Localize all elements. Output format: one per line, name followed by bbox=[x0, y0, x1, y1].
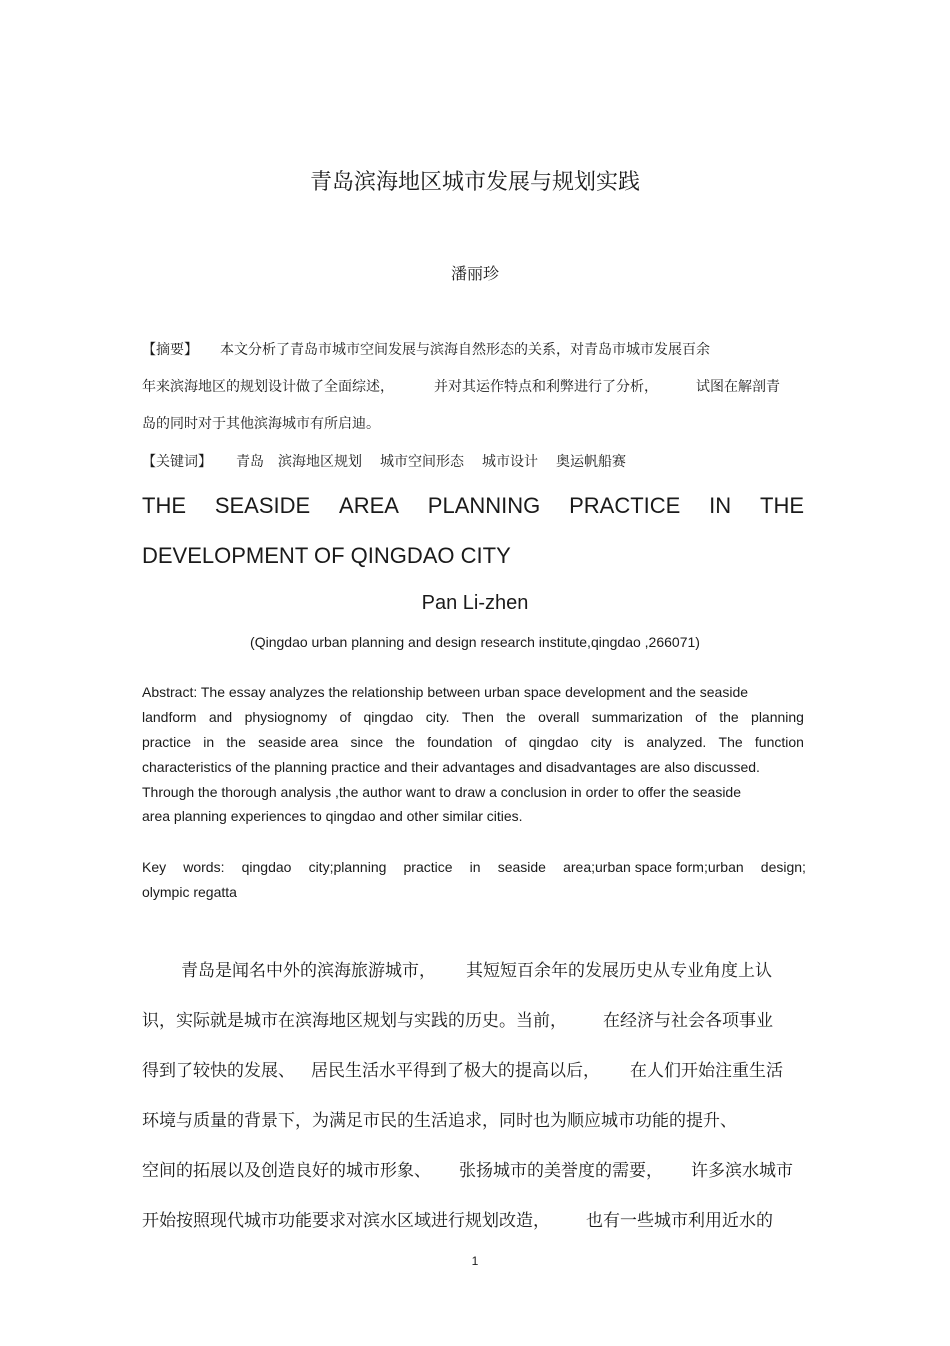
keywords-cn bbox=[142, 451, 626, 471]
word: The bbox=[718, 734, 743, 750]
title-word: PRACTICE bbox=[569, 493, 681, 518]
word: qingdao bbox=[241, 859, 292, 875]
abstract-cn-text: 本文分析了青岛市城市空间发展与滨海自然形态的关系，对青岛市城市发展百余 bbox=[220, 342, 710, 358]
word: practice bbox=[142, 734, 192, 750]
word: in bbox=[469, 859, 481, 875]
word: Then bbox=[461, 709, 494, 725]
word: is bbox=[624, 734, 635, 750]
text: 许多滨水城市 bbox=[691, 1161, 793, 1181]
keywords-cn-label: 【关键词】 bbox=[142, 454, 212, 470]
word: seaside area bbox=[258, 734, 339, 750]
word: qingdao bbox=[528, 734, 579, 750]
word: city bbox=[590, 734, 612, 750]
word: the bbox=[719, 709, 739, 725]
word: qingdao bbox=[363, 709, 414, 725]
body-line-6 bbox=[142, 1206, 773, 1231]
keyword-cn: 滨海地区规划 bbox=[278, 454, 362, 470]
abstract-en-line-3 bbox=[142, 734, 804, 750]
title-word: THE bbox=[142, 493, 186, 518]
word: physiognomy bbox=[244, 709, 328, 725]
abstract-en-line-2 bbox=[142, 709, 804, 725]
abstract-en-line-5: Through the thorough analysis ,the author want to draw a conclusion in order to offer the seaside bbox=[142, 784, 741, 800]
keywords-en-line-1 bbox=[142, 859, 806, 875]
word: of bbox=[695, 709, 707, 725]
title-word: THE bbox=[760, 493, 804, 518]
text: 青岛是闻名中外的滨海旅游城市， bbox=[181, 961, 436, 981]
title-word: IN bbox=[709, 493, 732, 518]
body-line-5 bbox=[142, 1156, 793, 1181]
word: analyzed. bbox=[646, 734, 707, 750]
word: landform bbox=[142, 709, 197, 725]
word: in bbox=[203, 734, 215, 750]
author-name-cn: 潘丽珍 bbox=[450, 264, 499, 283]
word: practice bbox=[403, 859, 453, 875]
keyword-cn: 奥运帆船赛 bbox=[556, 454, 626, 470]
word: since bbox=[350, 734, 384, 750]
body-line-4: 环境与质量的背景下，为满足市民的生活追求，同时也为顺应城市功能的提升、 bbox=[142, 1111, 737, 1131]
title-word: SEASIDE bbox=[214, 493, 311, 518]
abstract-en-line-1: Abstract: The essay analyzes the relationship between urban space development and the seaside bbox=[142, 684, 749, 700]
word: and bbox=[208, 709, 233, 725]
text: 识，实际就是城市在滨海地区规划与实践的历史。当前， bbox=[142, 1011, 567, 1031]
word: city. bbox=[425, 709, 450, 725]
body-line-1 bbox=[181, 956, 772, 981]
word: planning bbox=[751, 709, 804, 725]
text: 在人们开始注重生活 bbox=[630, 1061, 783, 1081]
word: summarization bbox=[591, 709, 683, 725]
paper-title-en-line-1 bbox=[142, 493, 804, 519]
abstract-en-line-4: characteristics of the planning practice and their advantages and disadvantages are also discussed. bbox=[142, 759, 760, 775]
word: city;planning bbox=[308, 859, 387, 875]
word: area;urban space form;urban bbox=[563, 859, 744, 875]
body-line-3 bbox=[142, 1056, 783, 1081]
page-number: 1 bbox=[471, 1254, 479, 1268]
word: overall bbox=[538, 709, 580, 725]
text: 空间的拓展以及创造良好的城市形象、 bbox=[142, 1161, 431, 1181]
word: of bbox=[339, 709, 352, 725]
abstract-en-line-6: area planning experiences to qingdao and other similar cities. bbox=[142, 808, 523, 824]
body-line-2 bbox=[142, 1006, 773, 1031]
author-name-en: Pan Li-zhen bbox=[421, 592, 529, 614]
paper-title-en-line-2: DEVELOPMENT OF QINGDAO CITY bbox=[142, 543, 511, 568]
text: 在经济与社会各项事业 bbox=[603, 1011, 773, 1031]
keyword-cn: 城市空间形态 bbox=[380, 454, 464, 470]
word: of bbox=[504, 734, 517, 750]
text: 也有一些城市利用近水的 bbox=[586, 1211, 773, 1231]
abstract-cn-line-1 bbox=[142, 339, 710, 359]
word: the bbox=[506, 709, 526, 725]
word: function bbox=[754, 734, 804, 750]
abstract-cn-text: 年来滨海地区的规划设计做了全面综述， bbox=[142, 379, 394, 395]
word: foundation bbox=[427, 734, 493, 750]
abstract-cn-line-2 bbox=[142, 376, 780, 396]
abstract-cn-text: 试图在解剖青 bbox=[696, 379, 780, 395]
abstract-cn-line-3: 岛的同时对于其他滨海城市有所启迪。 bbox=[142, 416, 380, 432]
abstract-cn-text: 并对其运作特点和利弊进行了分析， bbox=[434, 379, 658, 395]
keyword-cn: 城市设计 bbox=[482, 454, 538, 470]
word: seaside bbox=[497, 859, 546, 875]
word: design; bbox=[760, 859, 806, 875]
author-affiliation: (Qingdao urban planning and design research institute,qingdao ,266071) bbox=[250, 634, 700, 650]
word: the bbox=[226, 734, 246, 750]
abstract-cn-label: 【摘要】 bbox=[142, 342, 198, 358]
text: 得到了较快的发展、 bbox=[142, 1061, 295, 1081]
text: 居民生活水平得到了极大的提高以后， bbox=[311, 1061, 600, 1081]
word: the bbox=[395, 734, 415, 750]
title-word: AREA bbox=[339, 493, 399, 518]
word: words: bbox=[183, 859, 225, 875]
text: 张扬城市的美誉度的需要， bbox=[459, 1161, 663, 1181]
text: 其短短百余年的发展历史从专业角度上认 bbox=[466, 961, 772, 981]
paper-title-cn: 青岛滨海地区城市发展与规划实践 bbox=[309, 170, 640, 195]
word: Key bbox=[142, 859, 167, 875]
title-word: PLANNING bbox=[427, 493, 541, 518]
keywords-en-line-2: olympic regatta bbox=[142, 884, 237, 900]
text: 开始按照现代城市功能要求对滨水区域进行规划改造， bbox=[142, 1211, 550, 1231]
keyword-cn: 青岛 bbox=[236, 454, 264, 470]
